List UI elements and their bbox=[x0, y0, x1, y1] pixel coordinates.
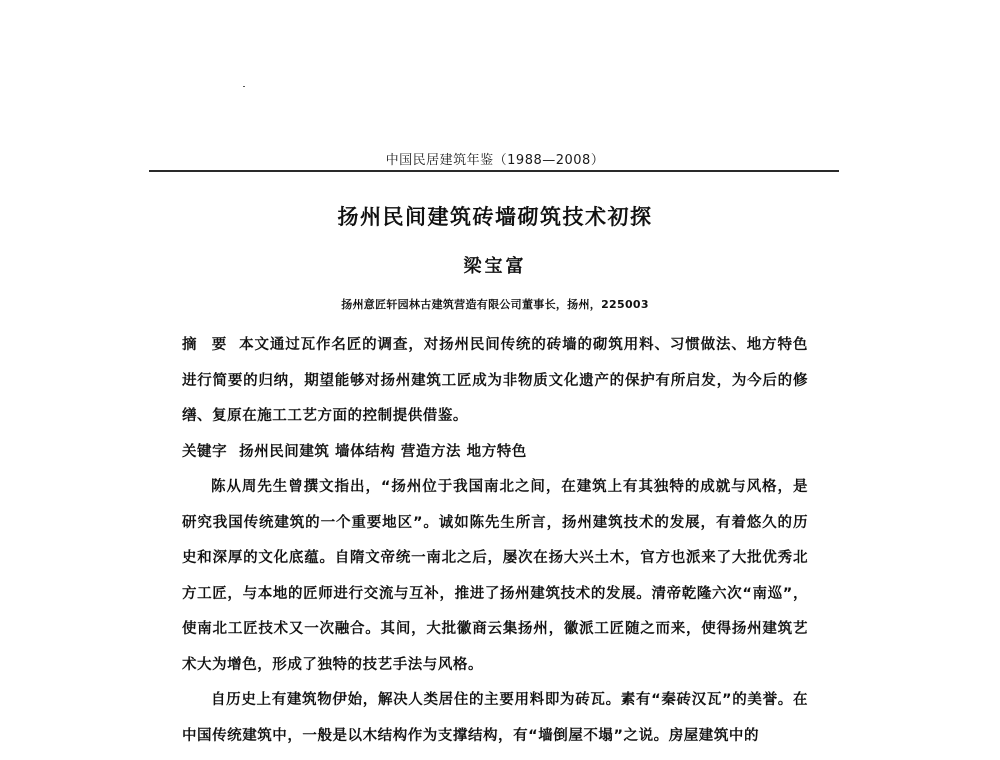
keywords-text: 扬州民间建筑 墙体结构 营造方法 地方特色 bbox=[239, 443, 527, 460]
keywords-label: 关键字 bbox=[182, 443, 228, 460]
body-paragraph: 自历史上有建筑物伊始，解决人类居住的主要用料即为砖瓦。素有“秦砖汉瓦”的美誉。在中国传统建筑中，一般是以木结构作为支撑结构，有“墙倒屋不塌”之说。房屋建筑中的 bbox=[182, 692, 808, 744]
body-paragraph: 陈从周先生曾撰文指出，“扬州位于我国南北之间，在建筑上有其独特的成就与风格，是研究我国传统建筑的一个重要地区”。诚如陈先生所言，扬州建筑技术的发展，有着悠久的历史和深厚的文化底蕴。自隋文帝统一南北之后，屡次在扬大兴土木，官方也派来了大批优秀北方工匠，与本地的匠师进行交流与互补，推进了扬州建筑技术的发展。清帝乾隆六次“南巡”，使南北工匠技术又一次融合。其间，大批徽商云集扬州，徽派工匠随之而来，使得扬州建筑艺术大为增色，形成了独特的技艺手法与风格。 bbox=[182, 479, 808, 673]
article-title: 扬州民间建筑砖墙砌筑技术初探 bbox=[337, 205, 653, 229]
running-head: 中国民居建筑年鉴（1988—2008） bbox=[385, 153, 605, 168]
header-rule bbox=[149, 170, 839, 172]
abstract-text: 本文通过瓦作名匠的调查，对扬州民间传统的砖墙的砌筑用料、习惯做法、地方特色进行简要的归纳，期望能够对扬州建筑工匠成为非物质文化遗产的保护有所启发，为今后的修缮、复原在施工工艺方面的控制提供借鉴。 bbox=[182, 337, 808, 424]
author-name: 梁宝富 bbox=[463, 256, 527, 277]
abstract-label-char: 要 bbox=[211, 337, 228, 353]
abstract-label bbox=[182, 337, 227, 353]
keywords bbox=[182, 435, 808, 471]
article-body bbox=[182, 328, 808, 754]
author-affiliation: 扬州意匠轩园林古建筑营造有限公司董事长，扬州，225003 bbox=[341, 298, 649, 311]
abstract bbox=[182, 328, 808, 435]
abstract-label-char: 摘 bbox=[182, 337, 198, 353]
scan-speck bbox=[243, 86, 245, 87]
